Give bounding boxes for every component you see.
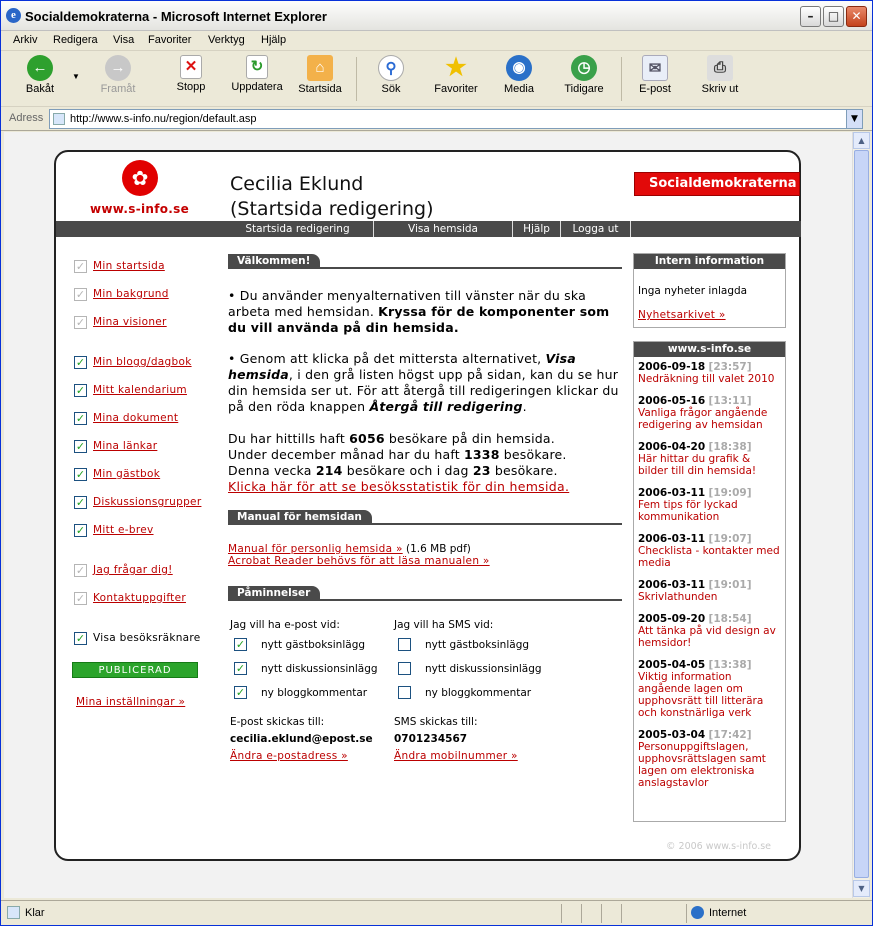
checkbox[interactable]: ✓	[235, 638, 246, 651]
sms-to-value: 0701234567	[394, 733, 468, 745]
checkbox[interactable]: ✓	[75, 384, 86, 397]
news-archive-link[interactable]: Nyhetsarkivet »	[638, 309, 726, 321]
left-menu-item[interactable]: ✓ Mina dokument	[75, 412, 179, 425]
address-url: http://www.s-info.nu/region/default.asp	[70, 113, 257, 125]
checkbox[interactable]: ✓	[235, 662, 246, 675]
history-button[interactable]: ◷ Tidigare	[561, 55, 607, 95]
menu-bar	[1, 31, 872, 51]
toolbar-separator	[356, 57, 357, 101]
checkbox[interactable]: ✓	[75, 496, 86, 509]
minimize-button[interactable]: –	[800, 6, 821, 27]
status-bar	[1, 900, 872, 925]
left-menu-item[interactable]: ✓ Mitt kalendarium	[75, 384, 187, 397]
address-input[interactable]	[49, 109, 863, 129]
welcome-heading: Välkommen!	[228, 254, 622, 269]
checkbox[interactable]	[398, 662, 411, 675]
news-item[interactable]: 2006-04-20 [18:38] Här hittar du grafik & bilder till din hemsida!	[638, 441, 757, 477]
intern-info-box	[633, 253, 786, 328]
left-menu-item[interactable]: ✓ Min blogg/dagbok	[75, 356, 192, 369]
address-dropdown-icon[interactable]: ▼	[846, 110, 862, 128]
page-status-icon	[7, 906, 20, 919]
rose-logo-icon: ✿	[122, 160, 158, 196]
home-button[interactable]: ⌂ Startsida	[295, 55, 345, 95]
menu-visa[interactable]: Visa	[113, 34, 135, 46]
visitor-stats: Du har hittills haft 6056 besökare på din hemsida. Under december månad har du haft 1338 besökare. Denna vecka 214 besökare och i dag 23 besökare. Klicka här för att se besöksstatistik för din hemsida.	[228, 431, 622, 495]
page-viewport	[4, 132, 852, 898]
toolbar	[1, 52, 872, 107]
star-icon: ★	[445, 54, 467, 81]
status-text: Klar	[25, 907, 45, 919]
refresh-icon: ↻	[246, 55, 268, 79]
checkbox[interactable]: ✓	[75, 260, 86, 273]
scroll-up-icon[interactable]: ▲	[853, 132, 870, 149]
nav-empty	[630, 221, 801, 237]
checkbox[interactable]	[398, 638, 411, 651]
mail-button[interactable]: ✉ E-post	[633, 55, 677, 95]
print-button[interactable]: ⎙ Skriv ut	[699, 55, 741, 95]
refresh-button[interactable]: ↻ Uppdatera	[227, 55, 287, 93]
close-button[interactable]: ✕	[846, 6, 867, 27]
ie-logo-icon: e	[6, 8, 21, 23]
settings-link[interactable]: Mina inställningar »	[76, 696, 186, 708]
left-menu-item[interactable]: ✓ Jag frågar dig!	[75, 564, 173, 577]
nav-left-fill	[56, 221, 222, 237]
mail-icon: ✉	[642, 55, 668, 81]
back-button[interactable]: ← Bakåt	[15, 55, 65, 95]
stop-button[interactable]: ✕ Stopp	[166, 55, 216, 93]
address-bar	[1, 107, 872, 131]
nav-visa-hemsida[interactable]: Visa hemsida	[373, 221, 512, 237]
manual-heading: Manual för hemsidan	[228, 510, 622, 525]
news-item[interactable]: 2006-05-16 [13:11] Vanliga frågor angående redigering av hemsidan	[638, 395, 768, 431]
left-menu-item[interactable]: ✓ Min gästbok	[75, 468, 161, 481]
page-icon	[53, 113, 65, 125]
checkbox[interactable]: ✓	[75, 440, 86, 453]
stop-icon: ✕	[180, 55, 202, 79]
maximize-button[interactable]: □	[823, 6, 844, 27]
change-mobile-link[interactable]: Ändra mobilnummer »	[394, 750, 518, 762]
news-item[interactable]: 2006-09-18 [23:57] Nedräkning till valet 2010	[638, 361, 775, 385]
nav-logga-ut[interactable]: Logga ut	[560, 221, 630, 237]
site-page: ✿ www.s-info.se Cecilia Eklund (Startsida redigering) Socialdemokraterna Startsida redigering Visa hemsida Hjälp Logga ut ✓ Min startsida ✓ Min bakgrund ✓ Mina visioner ✓ Min blogg/dagbok ✓ Mitt kalendarium ✓ Mina dokument ✓ Mina länkar ✓ Min gästbok ✓ Diskussionsgrupper ✓ Mitt e-brev ✓ Jag frågar dig! ✓ Kontaktuppgifter ✓ Visa besöksräknare PUBLICERAD Mina inställningar » Välkommen! • Du använder menyalternativen till vänster när du ska arbeta med hemsidan. Kryssa för de komponenter som du vill använda på din hemsida. • Genom att klicka på det mittersta alternativet, Visa hemsida, i den grå listen högst upp på sidan, kan du se hur din hemsida ser ut. För att återgå till redigeringen klickar du på den röda knappen Återgå till redigering. Du har hittills haft 6056 besökare på din hemsida. Under december månad har du haft 1338 besökare. Denna vecka 214 besökare och i dag 23 besökare. Klicka här för att se besöksstatistik för din hemsida. Manual för hemsidan Manual för personlig hemsida » (1.6 MB pdf) Acrobat Reader behövs för att läsa manualen » Påminnelser Jag vill ha e-post vid: Jag vill ha SMS vid: ✓ nytt gästboksinlägg ✓ nytt diskussionsinlägg ✓ ny bloggkommentar nytt gästboksinlägg nytt diskussionsinlägg ny bloggkommentar E-post skickas till: cecilia.eklund@epost.se Ändra e-postadress » SMS skickas till: 0701234567 Ändra mobilnummer » Intern information Inga nyheter inlagda Nyhetsarkivet » www.s-info.se 2006-09-18 [23:57] Nedräkning till valet 2010 2006-05-16 [13:11] Vanliga frågor angående redigering av hemsidan 2006-04-20 [18:38] Här hittar du grafik & bilder till din hemsida! 2006-03-11 [19:09] Fem tips för lyckad kommunikation 2006-03-11 [19:07] Checklista - kontakter med media 2006-03-11 [19:01] Skrivlathunden 2005-09-20 [18:54] Att tänka på vid design av hemsidor! 2005-04-05 [13:38] Viktig information angående lagen om upphovsrätt till litterära och konstnärliga verk 2005-03-04 [17:42] Personuppgiftslagen, upphovsrättslagen samt lagen om elektroniska anslagstavlor © 2006 www.s-info.se	[54, 150, 801, 861]
scroll-down-icon[interactable]: ▼	[853, 880, 870, 897]
welcome-para-1: • Du använder menyalternativen till vänster när du ska arbeta med hemsidan. Kryssa för de komponenter som du vill använda på din hemsida.	[228, 288, 610, 335]
page-title: Cecilia Eklund (Startsida redigering)	[230, 173, 434, 220]
checkbox[interactable]: ✓	[75, 412, 86, 425]
news-item[interactable]: 2005-09-20 [18:54] Att tänka på vid design av hemsidor!	[638, 613, 776, 649]
left-menu-item[interactable]: ✓ Diskussionsgrupper	[75, 496, 202, 509]
checkbox[interactable]: ✓	[75, 592, 86, 605]
history-clock-icon: ◷	[571, 55, 597, 81]
intern-info-heading: Intern information	[634, 254, 785, 269]
left-menu-item[interactable]: ✓ Kontaktuppgifter	[75, 592, 186, 605]
menu-arkiv[interactable]: Arkiv	[13, 34, 38, 46]
email-heading: Jag vill ha e-post vid:	[230, 619, 340, 631]
news-item[interactable]: 2005-03-04 [17:42] Personuppgiftslagen, upphovsrättslagen samt lagen om elektroniska anslagstavlor	[638, 729, 766, 789]
forward-arrow-icon: →	[105, 55, 131, 81]
back-arrow-icon: ←	[27, 55, 53, 81]
email-to-label: E-post skickas till:	[230, 716, 325, 728]
left-menu-item[interactable]: ✓ Mitt e-brev	[75, 524, 154, 537]
checkbox[interactable]: ✓	[75, 468, 86, 481]
manual-link[interactable]: Manual för personlig hemsida »	[228, 543, 403, 555]
address-label: Adress	[9, 112, 44, 124]
scroll-thumb[interactable]	[854, 150, 869, 878]
reminders-heading: Påminnelser	[228, 586, 622, 601]
sms-to-label: SMS skickas till:	[394, 716, 478, 728]
window-title: Socialdemokraterna - Microsoft Internet Explorer	[25, 9, 327, 24]
site-logo-text[interactable]: www.s-info.se	[90, 202, 190, 216]
checkbox[interactable]: ✓	[75, 632, 86, 645]
checkbox[interactable]: ✓	[75, 288, 86, 301]
change-email-link[interactable]: Ändra e-postadress »	[230, 750, 348, 762]
toolbar-separator	[621, 57, 622, 101]
vertical-scrollbar[interactable]	[852, 132, 869, 898]
menu-verktyg[interactable]: Verktyg	[208, 34, 245, 46]
left-menu-item[interactable]: ✓ Min startsida	[75, 260, 165, 273]
news-item[interactable]: 2006-03-11 [19:07] Checklista - kontakter med media	[638, 533, 780, 569]
news-heading: www.s-info.se	[634, 342, 785, 357]
checkbox[interactable]: ✓	[75, 356, 86, 369]
checkbox[interactable]: ✓	[75, 564, 86, 577]
back-dropdown-icon[interactable]: ▼	[72, 72, 80, 81]
visitor-counter-option[interactable]: ✓ Visa besöksräknare	[75, 632, 201, 645]
print-icon: ⎙	[707, 55, 733, 81]
site-nav	[222, 221, 801, 237]
media-button[interactable]: ◉ Media	[499, 55, 539, 95]
email-to-value: cecilia.eklund@epost.se	[230, 733, 373, 745]
news-item[interactable]: 2006-03-11 [19:01] Skrivlathunden	[638, 579, 752, 603]
title-bar	[1, 1, 872, 31]
nav-hjalp[interactable]: Hjälp	[512, 221, 560, 237]
manual-row: Manual för personlig hemsida » (1.6 MB pdf)	[228, 543, 471, 555]
left-menu-item[interactable]: ✓ Mina länkar	[75, 440, 158, 453]
copyright: © 2006 www.s-info.se	[666, 841, 772, 852]
menu-redigera[interactable]: Redigera	[53, 34, 98, 46]
checkbox[interactable]: ✓	[75, 316, 86, 329]
acrobat-link[interactable]: Acrobat Reader behövs för att läsa manualen »	[228, 555, 490, 567]
menu-hjalp[interactable]: Hjälp	[261, 34, 287, 46]
search-button[interactable]: ⚲ Sök	[369, 55, 413, 95]
forward-button[interactable]: → Framåt	[93, 55, 143, 95]
checkbox[interactable]: ✓	[75, 524, 86, 537]
brand-banner[interactable]: Socialdemokraterna	[634, 172, 800, 196]
internet-globe-icon	[691, 906, 704, 919]
menu-favoriter[interactable]: Favoriter	[148, 34, 192, 46]
left-menu-item[interactable]: ✓ Min bakgrund	[75, 288, 169, 301]
news-box	[633, 341, 786, 822]
media-globe-icon: ◉	[506, 55, 532, 81]
home-icon: ⌂	[307, 55, 333, 81]
left-menu-item[interactable]: ✓ Mina visioner	[75, 316, 167, 329]
search-icon: ⚲	[378, 55, 404, 81]
welcome-para-2: • Genom att klicka på det mittersta alternativet, Visa hemsida, i den grå listen högst upp på sidan, kan du se hur din hemsida ser ut. För att återgå till redigeringen klickar du på den röda knappen Återgå till redigering.	[228, 351, 619, 414]
news-item[interactable]: 2005-04-05 [13:38] Viktig information angående lagen om upphovsrätt till litterära och konstnärliga verk	[638, 659, 764, 719]
stats-link[interactable]: Klicka här för att se besöksstatistik för din hemsida.	[228, 479, 570, 494]
nav-startsida-redigering[interactable]: Startsida redigering	[245, 223, 350, 235]
checkbox[interactable]	[398, 686, 411, 699]
favorites-button[interactable]: ★ Favoriter	[434, 54, 478, 95]
news-item[interactable]: 2006-03-11 [19:09] Fem tips för lyckad kommunikation	[638, 487, 752, 523]
sms-heading: Jag vill ha SMS vid:	[394, 619, 494, 631]
security-zone: Internet	[709, 907, 747, 919]
checkbox[interactable]: ✓	[235, 686, 246, 699]
published-status-button[interactable]: PUBLICERAD	[72, 662, 198, 678]
intern-info-empty: Inga nyheter inlagda	[638, 285, 748, 297]
